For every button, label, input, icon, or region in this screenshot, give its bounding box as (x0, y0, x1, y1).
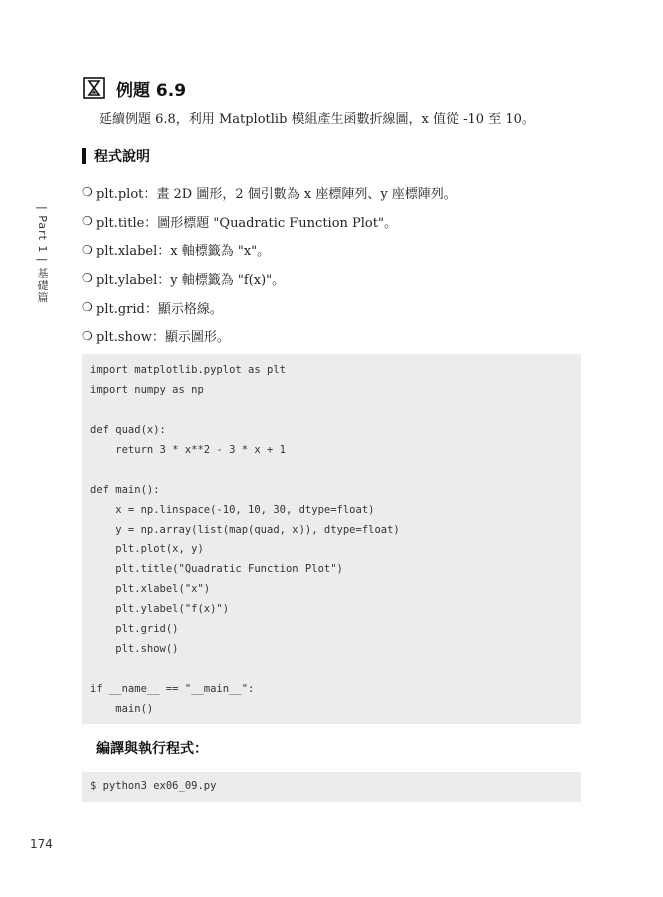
bullet-circle-icon: ❍ (82, 300, 93, 315)
code-line: plt.grid() (90, 623, 179, 636)
list-item (82, 178, 457, 207)
section-bar (82, 148, 86, 164)
code-line: main() (90, 702, 154, 715)
explanation-list (82, 178, 457, 350)
code-line: def main(): (90, 483, 160, 496)
code-line: plt.ylabel("f(x)") (90, 603, 230, 616)
compile-run-label: 編譯與執行程式： (96, 741, 208, 757)
command-line: $ python3 ex06_09.py (90, 780, 217, 792)
code-line (90, 660, 581, 680)
list-item (82, 293, 457, 322)
code-line: import matplotlib.pyplot as plt (90, 364, 286, 376)
code-line: x = np.linspace(-10, 10, 30, dtype=float) (90, 503, 375, 516)
bullet-circle-icon: ❍ (82, 242, 93, 257)
code-line: plt.show() (90, 643, 179, 656)
section-heading (82, 146, 150, 166)
list-item-text: plt.show：顯示圖形。 (96, 330, 230, 346)
list-item (82, 321, 457, 350)
code-line (90, 461, 581, 481)
code-line: return 3 * x**2 - 3 * x + 1 (90, 443, 286, 456)
section-title: 程式說明 (94, 149, 150, 165)
code-line: import numpy as np (90, 383, 204, 396)
list-item (82, 235, 457, 264)
hourglass-icon (82, 76, 106, 100)
code-line: plt.plot(x, y) (90, 543, 204, 556)
list-item-text: plt.title：圖形標題 "Quadratic Function Plot"。 (96, 215, 397, 231)
bullet-circle-icon: ❍ (82, 328, 93, 343)
code-line (90, 401, 581, 421)
command-block (82, 772, 581, 802)
bullet-circle-icon: ❍ (82, 185, 93, 200)
page-number: 174 (30, 837, 53, 851)
list-item-text: plt.ylabel：y 軸標籤為 "f(x)"。 (96, 272, 286, 288)
code-line: if __name__ == "__main__": (90, 683, 255, 695)
list-item-text: plt.xlabel：x 軸標籤為 "x"。 (96, 244, 271, 260)
code-line: y = np.array(list(map(quad, x)), dtype=float) (90, 523, 400, 536)
code-block (82, 354, 581, 724)
part-side-tab: | Part 1 | 基礎篇 (36, 206, 49, 304)
list-item (82, 207, 457, 236)
list-item-text: plt.plot：畫 2D 圖形，2 個引數為 x 座標陣列、y 座標陣列。 (96, 186, 457, 202)
list-item-text: plt.grid：顯示格線。 (96, 301, 223, 317)
bullet-circle-icon: ❍ (82, 271, 93, 286)
code-line: def quad(x): (90, 423, 166, 436)
code-line: plt.xlabel("x") (90, 583, 211, 596)
example-heading (82, 74, 186, 102)
example-intro: 延續例題 6.8，利用 Matplotlib 模組產生函數折線圖，x 值從 -10 至 10。 (99, 112, 535, 127)
bullet-circle-icon: ❍ (82, 214, 93, 229)
list-item (82, 264, 457, 293)
code-lines (82, 354, 581, 720)
example-title: 例題 6.9 (116, 80, 187, 101)
code-line: plt.title("Quadratic Function Plot") (90, 563, 343, 576)
